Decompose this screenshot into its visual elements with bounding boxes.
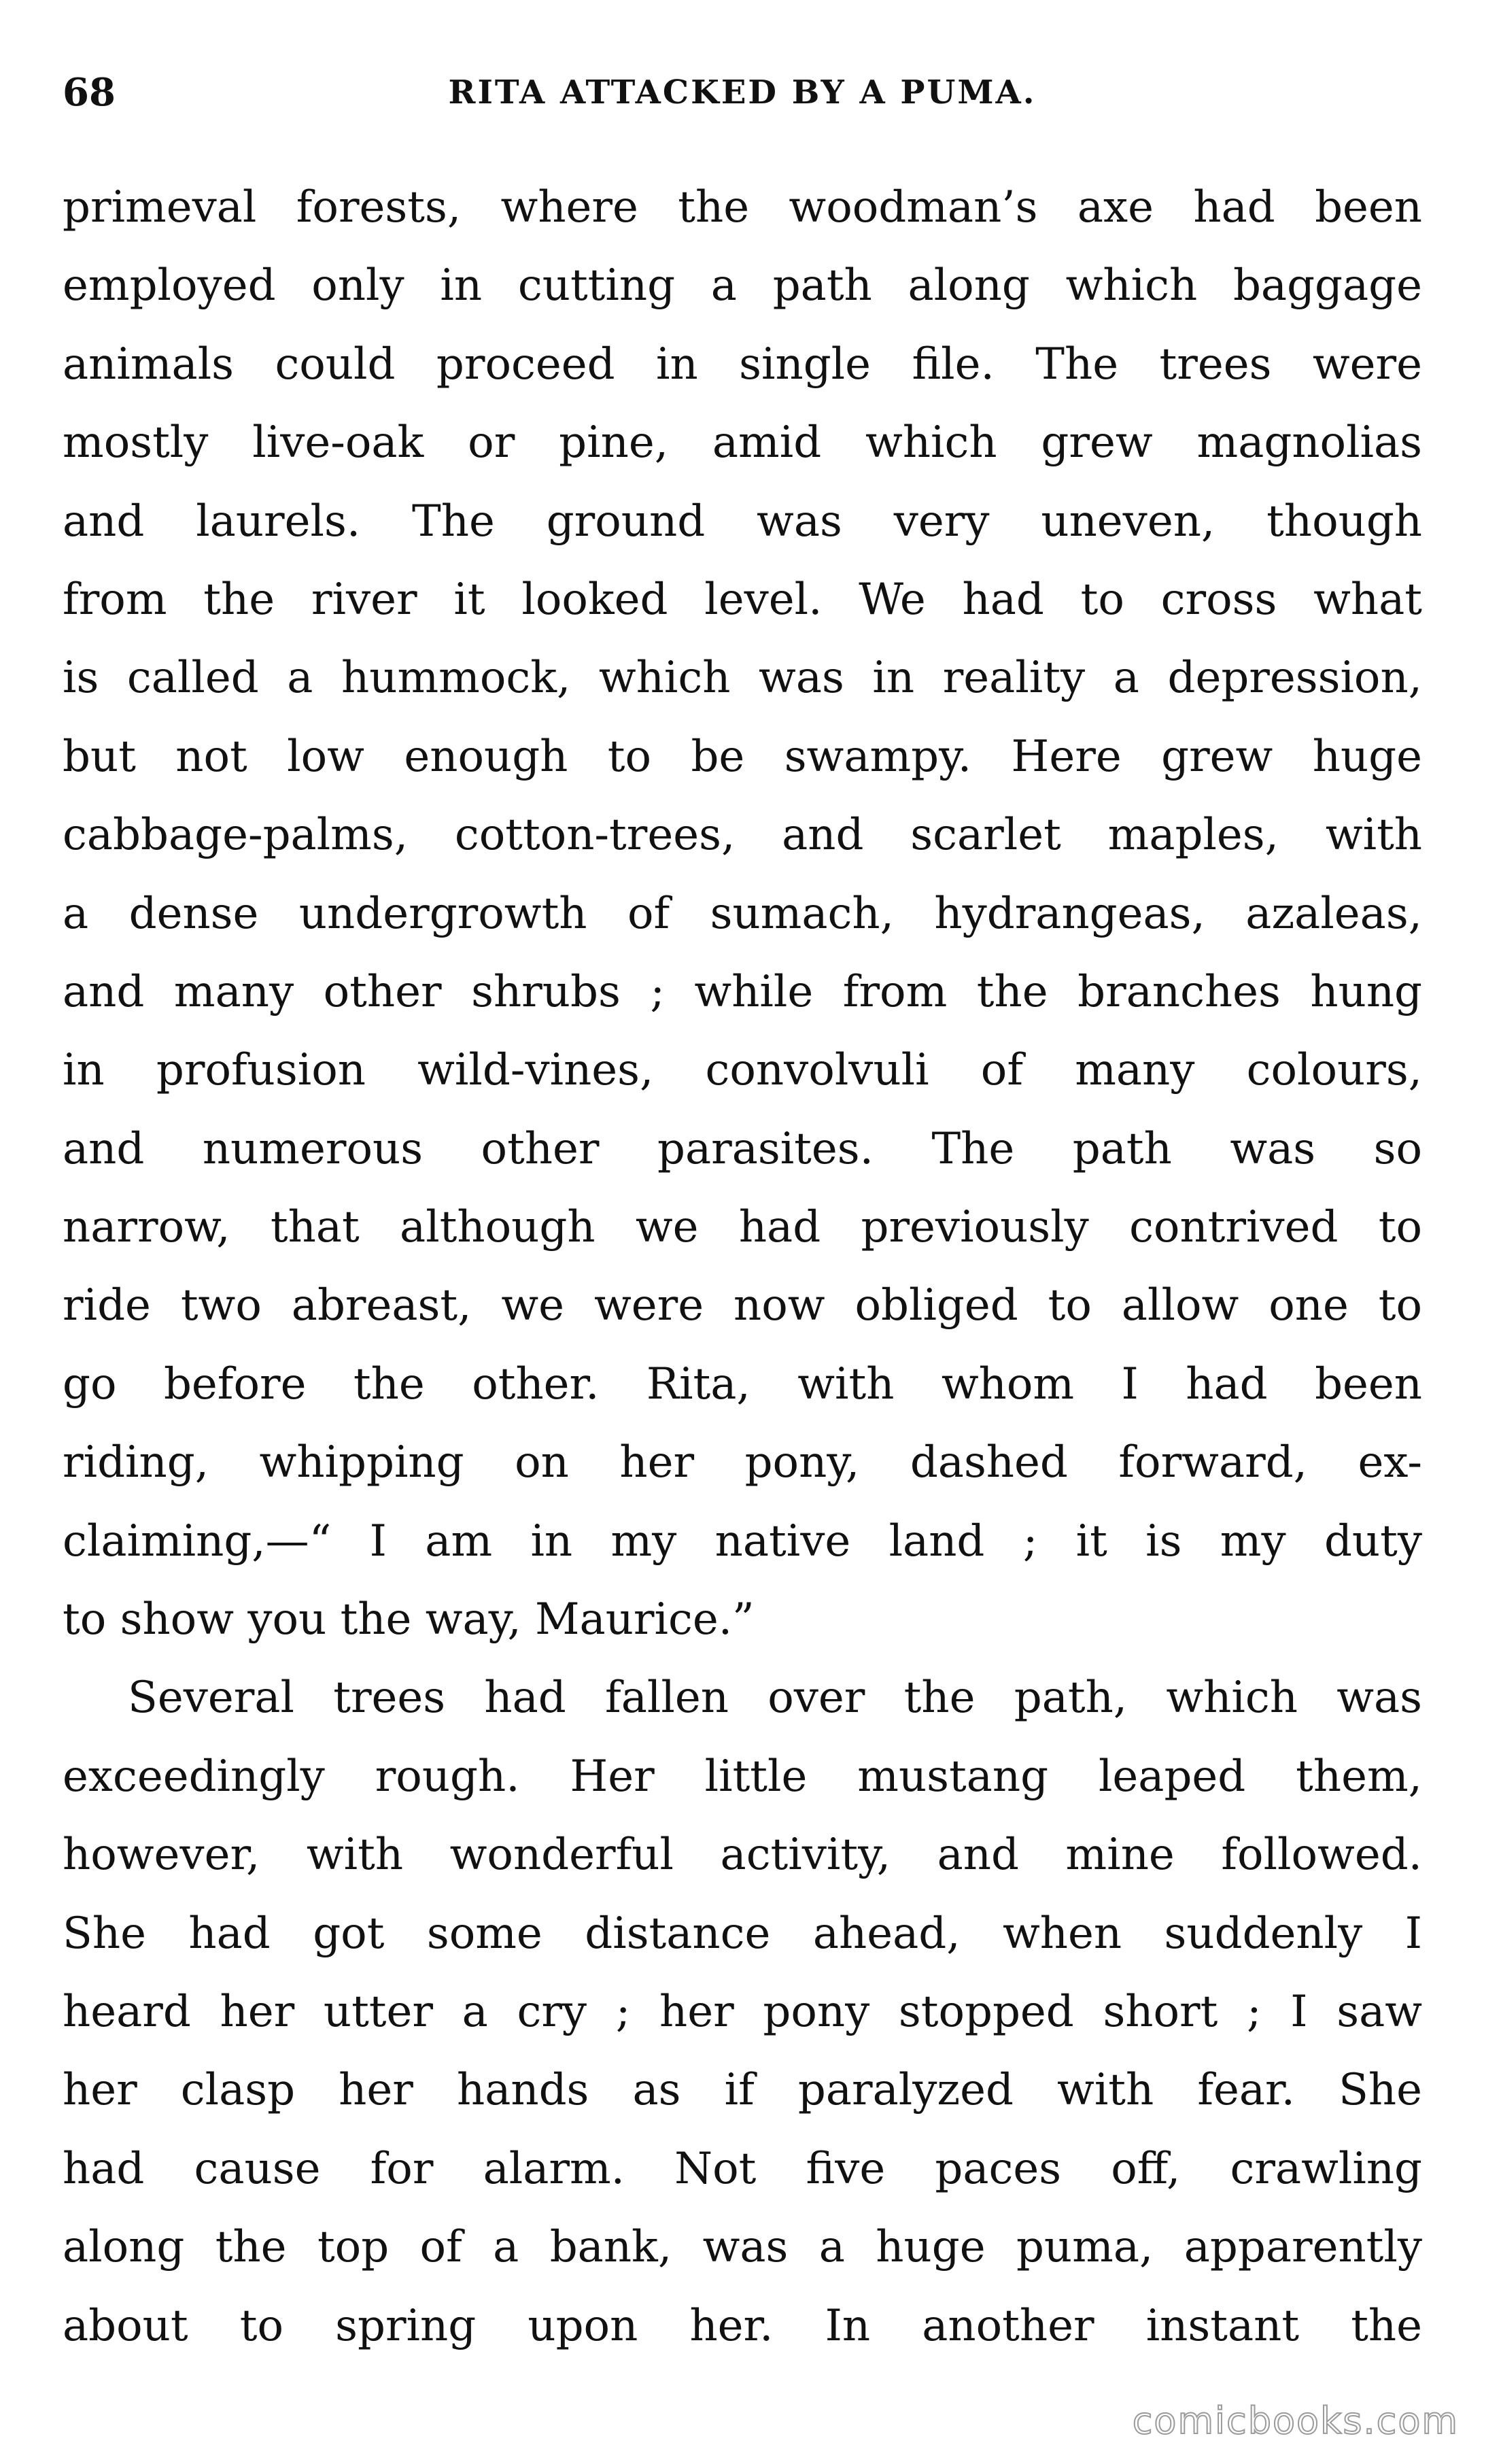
- text-line: claiming,—“ I am in my native land ; it is my duty: [63, 1516, 1422, 1567]
- running-title: RITA ATTACKED BY A PUMA.: [448, 73, 1037, 112]
- text-line: her clasp her hands as if paralyzed with fear. She: [63, 2065, 1422, 2116]
- text-line: and many other shrubs ; while from the branches hung: [63, 966, 1422, 1017]
- paragraph-2: [63, 1659, 1422, 2365]
- text-line: She had got some distance ahead, when suddenly I: [63, 1908, 1422, 1959]
- text-line: a dense undergrowth of sumach, hydrangeas, azaleas,: [63, 888, 1422, 939]
- running-head: [63, 65, 1422, 120]
- text-line: narrow, that although we had previously contrived to: [63, 1202, 1422, 1253]
- text-line: Several trees had fallen over the path, which was: [128, 1673, 1422, 1724]
- text-line: cabbage-palms, cotton-trees, and scarlet maples, with: [63, 810, 1422, 861]
- text-line: employed only in cutting a path along which baggage: [63, 260, 1422, 311]
- text-line: but not low enough to be swampy. Here grew huge: [63, 731, 1422, 782]
- text-line: however, with wonderful activity, and mine followed.: [63, 1830, 1422, 1881]
- text-line: about to spring upon her. In another instant the: [63, 2300, 1422, 2351]
- text-line: mostly live-oak or pine, amid which grew magnolias: [63, 417, 1422, 468]
- text-line: animals could proceed in single file. The trees were: [63, 339, 1422, 390]
- watermark-logo: comicbooks.com: [1132, 2399, 1459, 2442]
- text-line: along the top of a bank, was a huge puma, apparently: [63, 2222, 1422, 2273]
- text-line: and laurels. The ground was very uneven, though: [63, 496, 1422, 547]
- paragraph-1: [63, 169, 1422, 1659]
- text-line: in profusion wild-vines, convolvuli of many colours,: [63, 1045, 1422, 1096]
- text-line: from the river it looked level. We had to cross what: [63, 574, 1422, 625]
- body-text: [63, 169, 1422, 2365]
- text-line: and numerous other parasites. The path was so: [63, 1123, 1422, 1174]
- text-line: had cause for alarm. Not five paces off, crawling: [63, 2143, 1422, 2194]
- text-line: ride two abreast, we were now obliged to allow one to: [63, 1280, 1422, 1331]
- text-line: go before the other. Rita, with whom I had been: [63, 1358, 1422, 1409]
- text-line: heard her utter a cry ; her pony stopped short ; I saw: [63, 1986, 1422, 2037]
- text-line: to show you the way, Maurice.”: [63, 1594, 755, 1645]
- text-line: is called a hummock, which was in reality a depression,: [63, 653, 1422, 704]
- text-line: exceedingly rough. Her little mustang leaped them,: [63, 1751, 1422, 1802]
- text-line: riding, whipping on her pony, dashed forward, ex-: [63, 1437, 1422, 1488]
- text-line: primeval forests, where the woodman’s axe had been: [63, 182, 1422, 233]
- page-number: 68: [63, 70, 116, 115]
